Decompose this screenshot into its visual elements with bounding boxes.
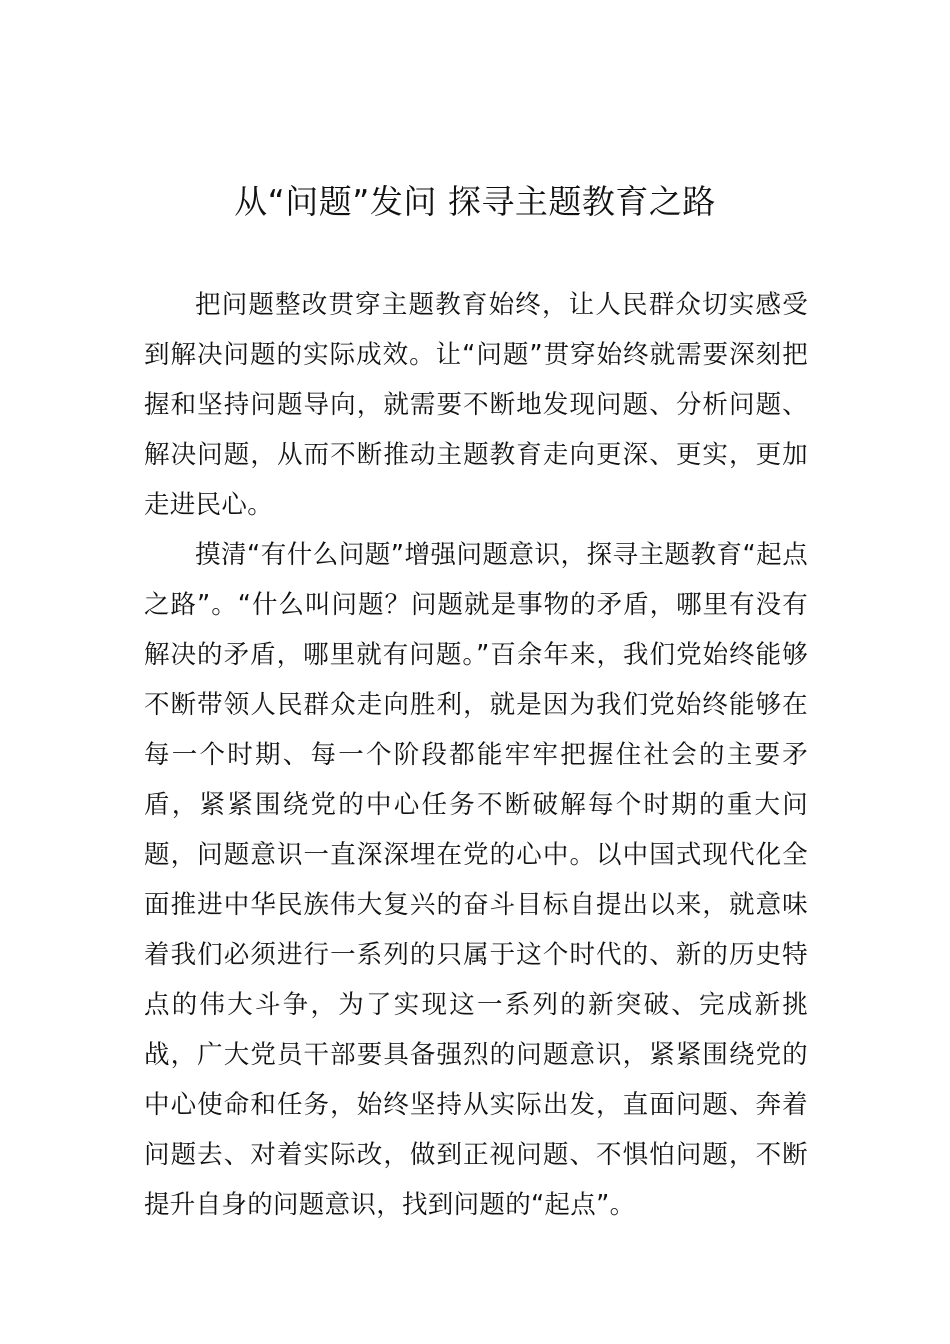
document-body — [144, 280, 808, 1230]
document-title: 从“问题”发问 探寻主题教育之路 — [234, 182, 716, 221]
paragraph-1: 把问题整改贯穿主题教育始终，让人民群众切实感受到解决问题的实际成效。让“问题”贯穿始终就需要深刻把握和坚持问题导向，就需要不断地发现问题、分析问题、解决问题，从而不断推动主题教育走向更深、更实，更加走进民心。 — [144, 290, 808, 520]
paragraph-2: 摸清“有什么问题”增强问题意识，探寻主题教育“起点之路”。“什么叫问题？问题就是事物的矛盾，哪里有没有解决的矛盾，哪里就有问题。”百余年来，我们党始终能够不断带领人民群众走向胜利，就是因为我们党始终能够在每一个时期、每一个阶段都能牢牢把握住社会的主要矛盾，紧紧围绕党的中心任务不断破解每个时期的重大问题，问题意识一直深深埋在党的心中。以中国式现代化全面推进中华民族伟大复兴的奋斗目标自提出以来，就意味着我们必须进行一系列的只属于这个时代的、新的历史特点的伟大斗争，为了实现这一系列的新突破、完成新挑战，广大党员干部要具备强烈的问题意识，紧紧围绕党的中心使命和任务，始终坚持从实际出发，直面问题、奔着问题去、对着实际改，做到正视问题、不惧怕问题，不断提升自身的问题意识，找到问题的“起点”。 — [144, 540, 808, 1220]
